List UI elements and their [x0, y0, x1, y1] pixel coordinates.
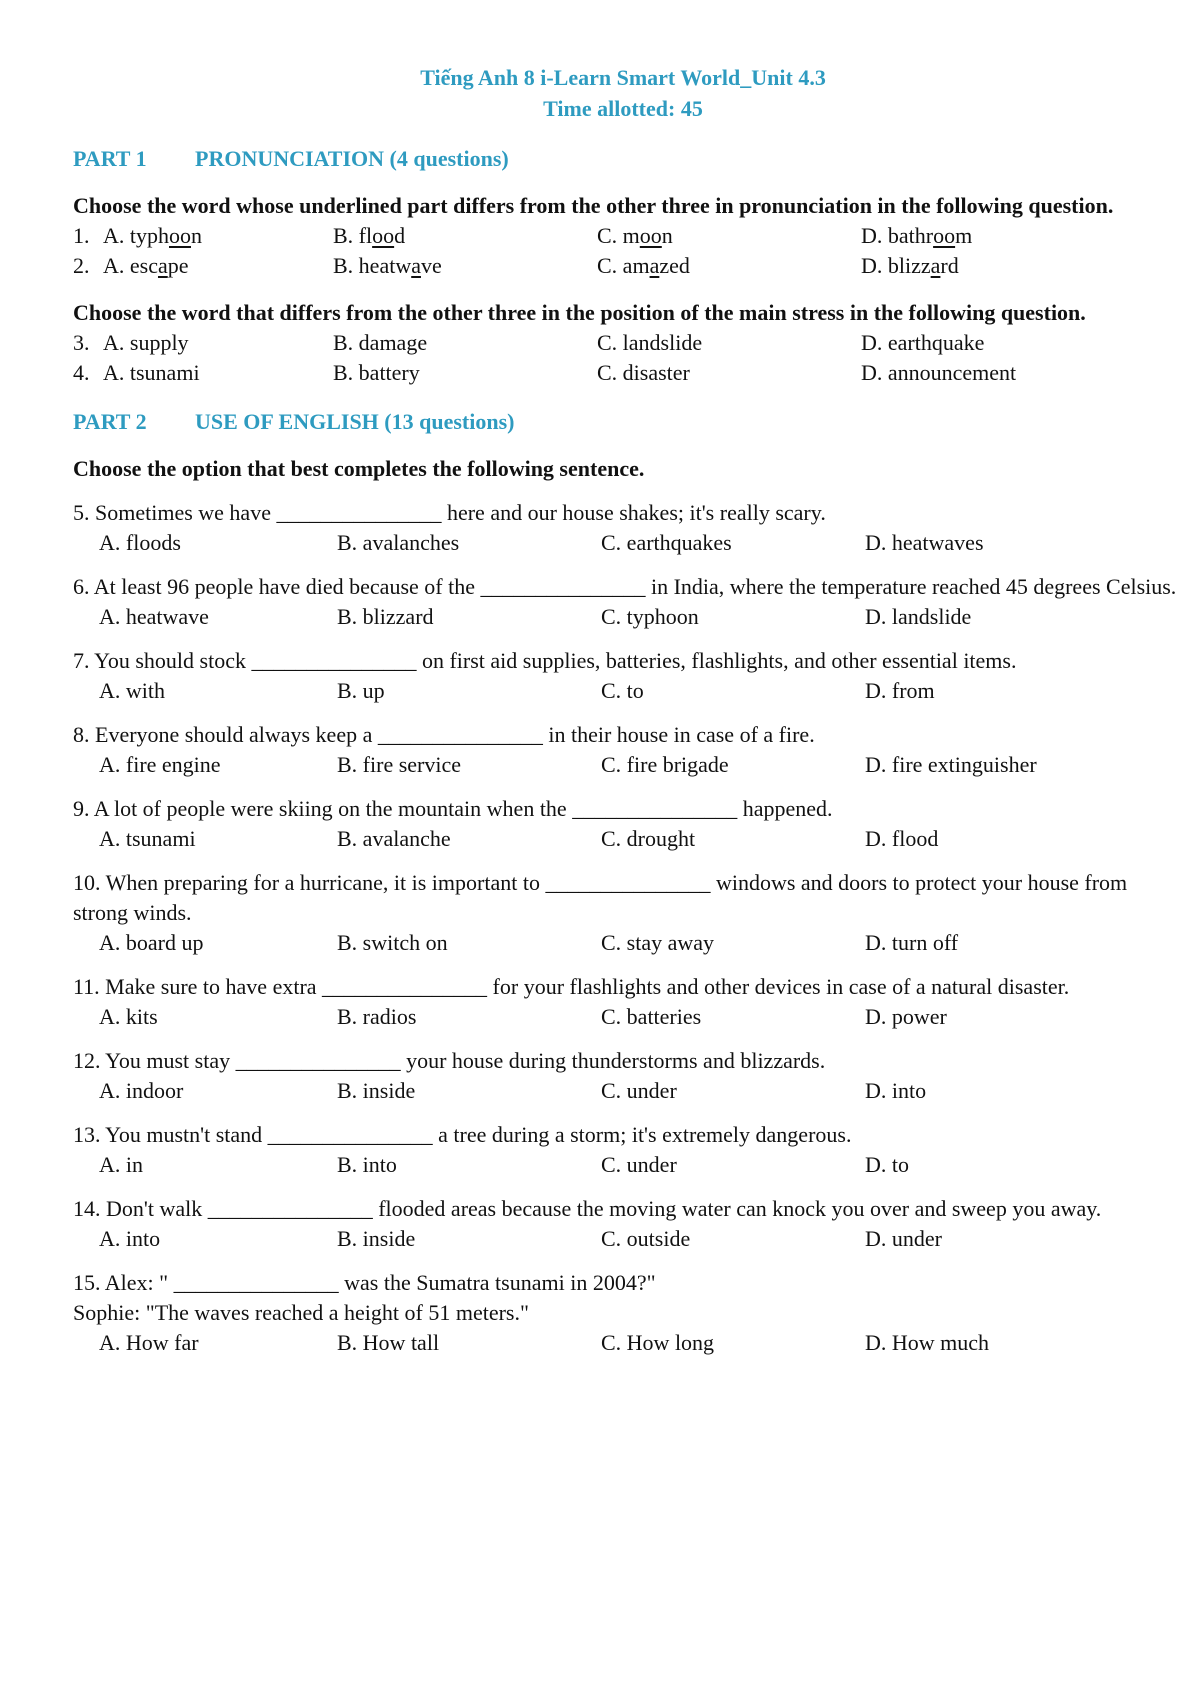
option-c: C. stay away [601, 930, 715, 955]
option-d: D. power [865, 1004, 947, 1029]
option-b: B. fire service [337, 752, 461, 777]
use-of-english-instruction: Choose the option that best completes the following sentence. [73, 456, 645, 481]
question-stem: 15. Alex: " _______________ was the Sumatra tsunami in 2004?" [73, 1270, 656, 1295]
option-a: A. tsunami [103, 360, 200, 385]
question-4 [73, 358, 1183, 388]
question-stem: 13. You mustn't stand _______________ a tree during a storm; it's extremely dangerous. [73, 1122, 852, 1147]
part-1-number: PART 1 [73, 146, 147, 171]
question-stem: 5. Sometimes we have _______________ here and our house shakes; it's really scary. [73, 500, 826, 525]
option-a: A. board up [99, 930, 204, 955]
question-6 [73, 572, 1183, 632]
question-15 [73, 1268, 1183, 1358]
option-a: A. fire engine [99, 752, 221, 777]
question-11 [73, 972, 1183, 1032]
part-1-heading [73, 144, 1183, 174]
question-9 [73, 794, 1183, 854]
question-number: 4. [73, 360, 90, 385]
pronunciation-instruction: Choose the word whose underlined part differs from the other three in pronunciation in the following question. [73, 193, 1114, 218]
option-d: D. announcement [861, 360, 1017, 385]
option-d: D. flood [865, 826, 939, 851]
option-b: B. switch on [337, 930, 448, 955]
option-d: D. landslide [865, 604, 972, 629]
option-b: B. damage [333, 330, 428, 355]
question-2 [73, 251, 1183, 281]
option-d: D. heatwaves [865, 530, 984, 555]
question-stem: 14. Don't walk _______________ flooded areas because the moving water can knock you over and sweep you away. [73, 1196, 1102, 1221]
option-b: B. avalanches [337, 530, 460, 555]
option-c: C. batteries [601, 1004, 702, 1029]
question-1 [73, 221, 1183, 251]
part-1-title: PRONUNCIATION (4 questions) [195, 146, 509, 171]
question-stem: 7. You should stock _______________ on first aid supplies, batteries, flashlights, and other essential items. [73, 648, 1017, 673]
option-c: C. moon [597, 223, 673, 248]
option-a: A. How far [99, 1330, 199, 1355]
question-dialogue-reply: Sophie: "The waves reached a height of 51 meters." [73, 1300, 529, 1325]
option-c: C. landslide [597, 330, 703, 355]
question-stem: 11. Make sure to have extra _______________ for your flashlights and other devices in case of a natural disaster. [73, 974, 1070, 999]
option-a: A. floods [99, 530, 181, 555]
option-d: D. under [865, 1226, 942, 1251]
option-d: D. earthquake [861, 330, 985, 355]
option-a: A. in [99, 1152, 143, 1177]
option-b: B. flood [333, 223, 406, 248]
option-a: A. supply [103, 330, 189, 355]
option-b: B. radios [337, 1004, 417, 1029]
question-5 [73, 498, 1183, 558]
question-number: 2. [73, 253, 90, 278]
question-number: 3. [73, 330, 90, 355]
option-a: A. typhoon [103, 223, 202, 248]
option-d: D. fire extinguisher [865, 752, 1037, 777]
option-b: B. inside [337, 1226, 416, 1251]
option-d: D. from [865, 678, 935, 703]
option-a: A. with [99, 678, 165, 703]
option-c: C. to [601, 678, 644, 703]
option-c: C. amazed [597, 253, 690, 278]
option-d: D. into [865, 1078, 927, 1103]
option-c: C. under [601, 1152, 677, 1177]
option-c: C. typhoon [601, 604, 699, 629]
question-3 [73, 328, 1183, 358]
question-stem: 8. Everyone should always keep a _______________ in their house in case of a fire. [73, 722, 815, 747]
option-a: A. tsunami [99, 826, 196, 851]
option-a: A. into [99, 1226, 161, 1251]
part-2-title: USE OF ENGLISH (13 questions) [195, 409, 515, 434]
option-b: B. heatwave [333, 253, 442, 278]
option-d: D. How much [865, 1330, 990, 1355]
question-7 [73, 646, 1183, 706]
option-b: B. blizzard [337, 604, 434, 629]
question-number: 1. [73, 223, 90, 248]
option-c: C. outside [601, 1226, 691, 1251]
option-b: B. into [337, 1152, 397, 1177]
worksheet-page [73, 62, 1183, 1358]
question-14 [73, 1194, 1183, 1254]
option-c: C. disaster [597, 360, 690, 385]
option-a: A. heatwave [99, 604, 209, 629]
worksheet-title: Tiếng Anh 8 i-Learn Smart World_Unit 4.3 [420, 65, 826, 90]
option-d: D. turn off [865, 930, 959, 955]
option-b: B. inside [337, 1078, 416, 1103]
question-stem: 10. When preparing for a hurricane, it is important to _______________ windows and doors to protect your house from strong winds. [73, 870, 1128, 925]
option-c: C. drought [601, 826, 696, 851]
option-c: C. How long [601, 1330, 715, 1355]
option-d: D. to [865, 1152, 909, 1177]
question-13 [73, 1120, 1183, 1180]
option-c: C. earthquakes [601, 530, 732, 555]
option-c: C. fire brigade [601, 752, 729, 777]
option-a: A. indoor [99, 1078, 184, 1103]
option-b: B. How tall [337, 1330, 440, 1355]
option-d: D. blizzard [861, 253, 959, 278]
option-c: C. under [601, 1078, 677, 1103]
question-12 [73, 1046, 1183, 1106]
question-stem: 6. At least 96 people have died because of the _______________ in India, where the temperature reached 45 degrees Celsius. [73, 574, 1177, 599]
time-allotted: Time allotted: 45 [543, 96, 703, 121]
option-a: A. kits [99, 1004, 158, 1029]
part-2-number: PART 2 [73, 409, 147, 434]
question-8 [73, 720, 1183, 780]
option-d: D. bathroom [861, 223, 973, 248]
part-2-heading [73, 407, 1183, 437]
stress-instruction: Choose the word that differs from the other three in the position of the main stress in the following question. [73, 300, 1086, 325]
question-10 [73, 868, 1183, 958]
option-b: B. battery [333, 360, 420, 385]
question-stem: 12. You must stay _______________ your house during thunderstorms and blizzards. [73, 1048, 826, 1073]
option-b: B. avalanche [337, 826, 451, 851]
option-a: A. escape [103, 253, 189, 278]
option-b: B. up [337, 678, 385, 703]
question-stem: 9. A lot of people were skiing on the mountain when the _______________ happened. [73, 796, 833, 821]
